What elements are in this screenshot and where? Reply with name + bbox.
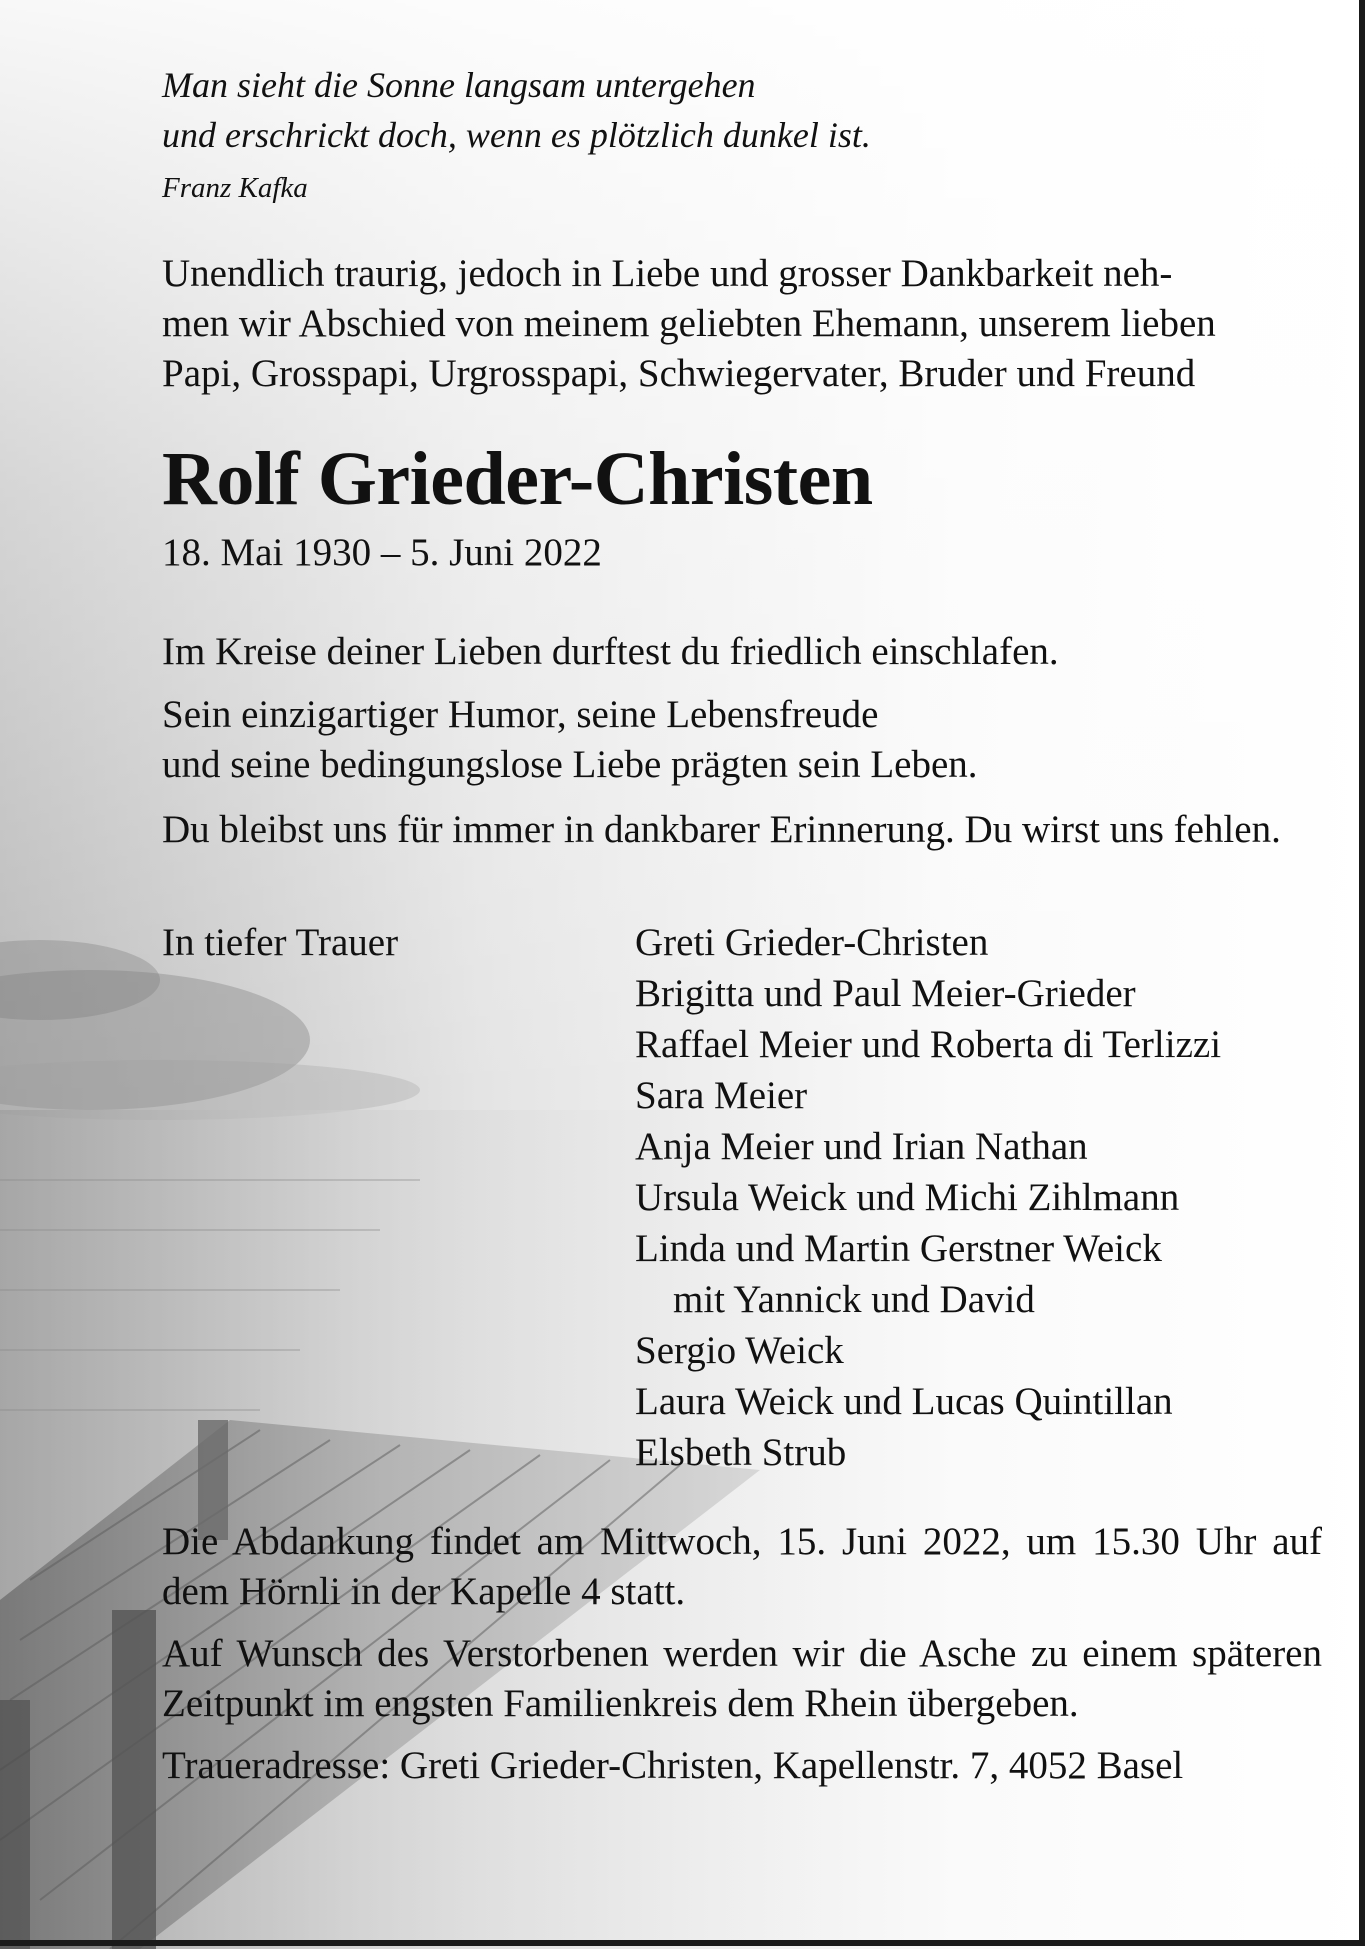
- funeral-service-info: Die Abdankung findet am Mittwoch, 15. Juni 2022, um 15.30 Uhr auf dem Hörnli in der Kapelle 4 statt.: [162, 1520, 1322, 1613]
- ashes-info: Auf Wunsch des Verstorbenen werden wir die Asche zu einem späteren Zeitpunkt im engsten Familienkreis dem Rhein übergeben.: [162, 1632, 1322, 1725]
- mourners-label: In tiefer Trauer: [162, 921, 399, 964]
- tribute-paragraph: [162, 690, 1322, 790]
- quote-block: [162, 60, 1322, 205]
- obituary-content: [162, 60, 1322, 1791]
- mourner-name: Anja Meier und Irian Nathan: [635, 1125, 1088, 1168]
- mourner-name: Elsbeth Strub: [635, 1431, 847, 1474]
- mourner-name: Sara Meier: [635, 1074, 808, 1117]
- mourner-name: Greti Grieder-Christen: [635, 921, 989, 964]
- mourner-name: Linda und Martin Gerstner Weick: [635, 1227, 1162, 1270]
- deceased-name: Rolf Grieder-Christen: [162, 437, 873, 521]
- memory-paragraph: Du bleibst uns für immer in dankbarer Erinnerung. Du wirst uns fehlen.: [162, 808, 1281, 851]
- quote-line: Man sieht die Sonne langsam untergehen: [162, 65, 756, 105]
- quote-line: und erschrickt doch, wenn es plötzlich dunkel ist.: [162, 115, 871, 155]
- mourner-name: Brigitta und Paul Meier-Grieder: [635, 972, 1136, 1015]
- intro-line: Papi, Grosspapi, Urgrosspapi, Schwiegervater, Bruder und Freund: [162, 352, 1196, 395]
- mourner-name: Sergio Weick: [635, 1329, 844, 1372]
- tribute-line: und seine bedingungslose Liebe prägten sein Leben.: [162, 743, 978, 786]
- mourner-name: Raffael Meier und Roberta di Terlizzi: [635, 1023, 1222, 1066]
- mourners-section: [162, 917, 1322, 1477]
- life-dates: 18. Mai 1930 – 5. Juni 2022: [162, 531, 602, 574]
- intro-line: men wir Abschied von meinem geliebten Ehemann, unserem lieben: [162, 302, 1216, 345]
- mourners-list: [635, 917, 1221, 1478]
- intro-text: [162, 249, 1322, 399]
- mourner-name: Laura Weick und Lucas Quintillan: [635, 1380, 1173, 1423]
- farewell-paragraph: Im Kreise deiner Lieben durftest du friedlich einschlafen.: [162, 630, 1059, 673]
- quote-author: Franz Kafka: [162, 172, 308, 204]
- mourner-name: mit Yannick und David: [673, 1278, 1035, 1321]
- mourning-address: Traueradresse: Greti Grieder-Christen, Kapellenstr. 7, 4052 Basel: [162, 1744, 1184, 1787]
- tribute-line: Sein einzigartiger Humor, seine Lebensfreude: [162, 693, 879, 736]
- mourner-name: Ursula Weick und Michi Zihlmann: [635, 1176, 1180, 1219]
- intro-line: Unendlich traurig, jedoch in Liebe und grosser Dankbarkeit neh-: [162, 252, 1173, 295]
